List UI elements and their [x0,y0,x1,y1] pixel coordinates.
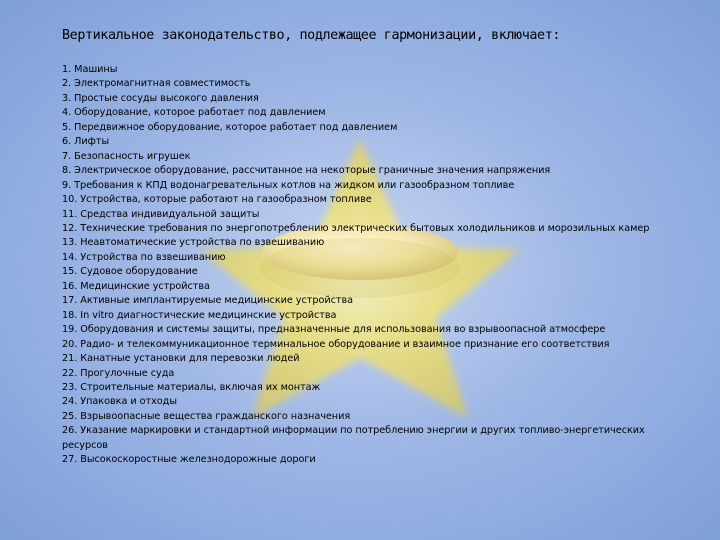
list-item-12: 12. Технические требования по энергопотреблению электрических бытовых холодильников и морозильных камер [62,222,650,234]
list-item-2: 2. Электромагнитная совместимость [62,78,251,90]
list-item-20: 20. Радио- и телекоммуникационное терминальное оборудование и взаимное признание его соответствия [62,338,610,350]
list-item-23: 23. Строительные материалы, включая их монтаж [62,381,321,393]
list-item-7: 7. Безопасность игрушек [62,150,191,162]
list-item-22: 22. Прогулочные суда [62,367,175,379]
list-item-25: 25. Взрывоопасные вещества гражданского назначения [62,410,351,422]
list-item-6: 6. Лифты [62,136,110,148]
list-item-24: 24. Упаковка и отходы [62,396,177,408]
list-item-21: 21. Канатные установки для перевозки людей [62,353,300,365]
slide-title: Вертикальное законодательство, подлежащее гармонизации, включает: [62,28,561,43]
list-item-15: 15. Судовое оборудование [62,266,198,278]
legislation-list [62,63,672,468]
list-item-17: 17. Активные имплантируемые медицинские устройства [62,295,354,307]
list-item-19: 19. Оборудования и системы защиты, предназначенные для использования во взрывоопасной атмосфере [62,324,606,336]
list-item-11: 11. Средства индивидуальной защиты [62,208,260,220]
list-item-26: 26. Указание маркировки и стандартной информации по потреблению энергии и других топливо-энергетических ресурсов [62,425,645,451]
list-item-9: 9. Требования к КПД водонагревательных котлов на жидком или газообразном топливе [62,179,515,191]
list-item-3: 3. Простые сосуды высокого давления [62,92,259,104]
list-item-16: 16. Медицинские устройства [62,280,210,292]
list-item-13: 13. Неавтоматические устройства по взвешиванию [62,237,325,249]
list-item-14: 14. Устройства по взвешиванию [62,251,226,263]
list-item-27: 27. Высокоскоростные железнодорожные дороги [62,454,316,466]
list-item-10: 10. Устройства, которые работают на газообразном топливе [62,194,372,206]
list-item-5: 5. Передвижное оборудование, которое работает под давлением [62,121,398,133]
list-item-18: 18. In vitro диагностические медицинские устройства [62,309,337,321]
list-item-1: 1. Машины [62,64,118,75]
list-item-8: 8. Электрическое оборудование, рассчитанное на некоторые граничные значения напряжения [62,165,551,177]
list-item-4: 4. Оборудование, которое работает под давлением [62,107,326,119]
